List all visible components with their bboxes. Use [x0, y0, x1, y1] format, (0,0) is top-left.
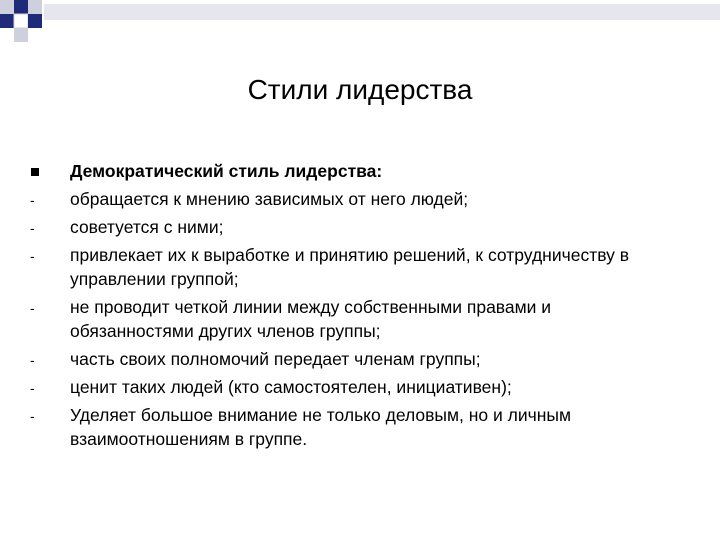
- list-item: [28, 215, 678, 239]
- list-item-text: не проводит четкой линии между собственными правами и обязанностями других членов группы;: [70, 297, 552, 341]
- corner-decoration: [0, 0, 720, 48]
- list-item-text: ценит таких людей (кто самостоятелен, инициативен);: [70, 377, 512, 397]
- list-item-text: обращается к мнению зависимых от него людей;: [70, 189, 469, 209]
- list-heading-item: [28, 159, 678, 183]
- list-item: [28, 403, 678, 451]
- bullet-list: [28, 159, 678, 455]
- square-bullet-icon: [28, 159, 70, 183]
- list-item-text: Уделяет большое внимание не только деловым, но и личным взаимоотношениям в группе.: [70, 405, 572, 449]
- slide-title: Стили лидерства: [247, 74, 473, 105]
- dash-bullet-icon: [28, 347, 70, 371]
- list-item: [28, 375, 678, 399]
- dash-bullet-icon: [28, 403, 70, 427]
- dash-bullet-icon: [28, 243, 70, 267]
- list-item-text: привлекает их к выработке и принятию решений, к сотрудничеству в управлении группой;: [70, 245, 630, 289]
- list-item-text: часть своих полномочий передает членам группы;: [70, 349, 481, 369]
- list-item: [28, 347, 678, 371]
- dash-bullet-icon: [28, 187, 70, 211]
- list-item-text: советуется с ними;: [70, 217, 224, 237]
- dash-bullet-icon: [28, 215, 70, 239]
- dash-bullet-icon: [28, 295, 70, 319]
- dash-bullet-icon: [28, 375, 70, 399]
- list-item: [28, 187, 678, 211]
- list-item: [28, 243, 678, 291]
- list-item: [28, 295, 678, 343]
- list-heading: Демократический стиль лидерства:: [70, 161, 383, 181]
